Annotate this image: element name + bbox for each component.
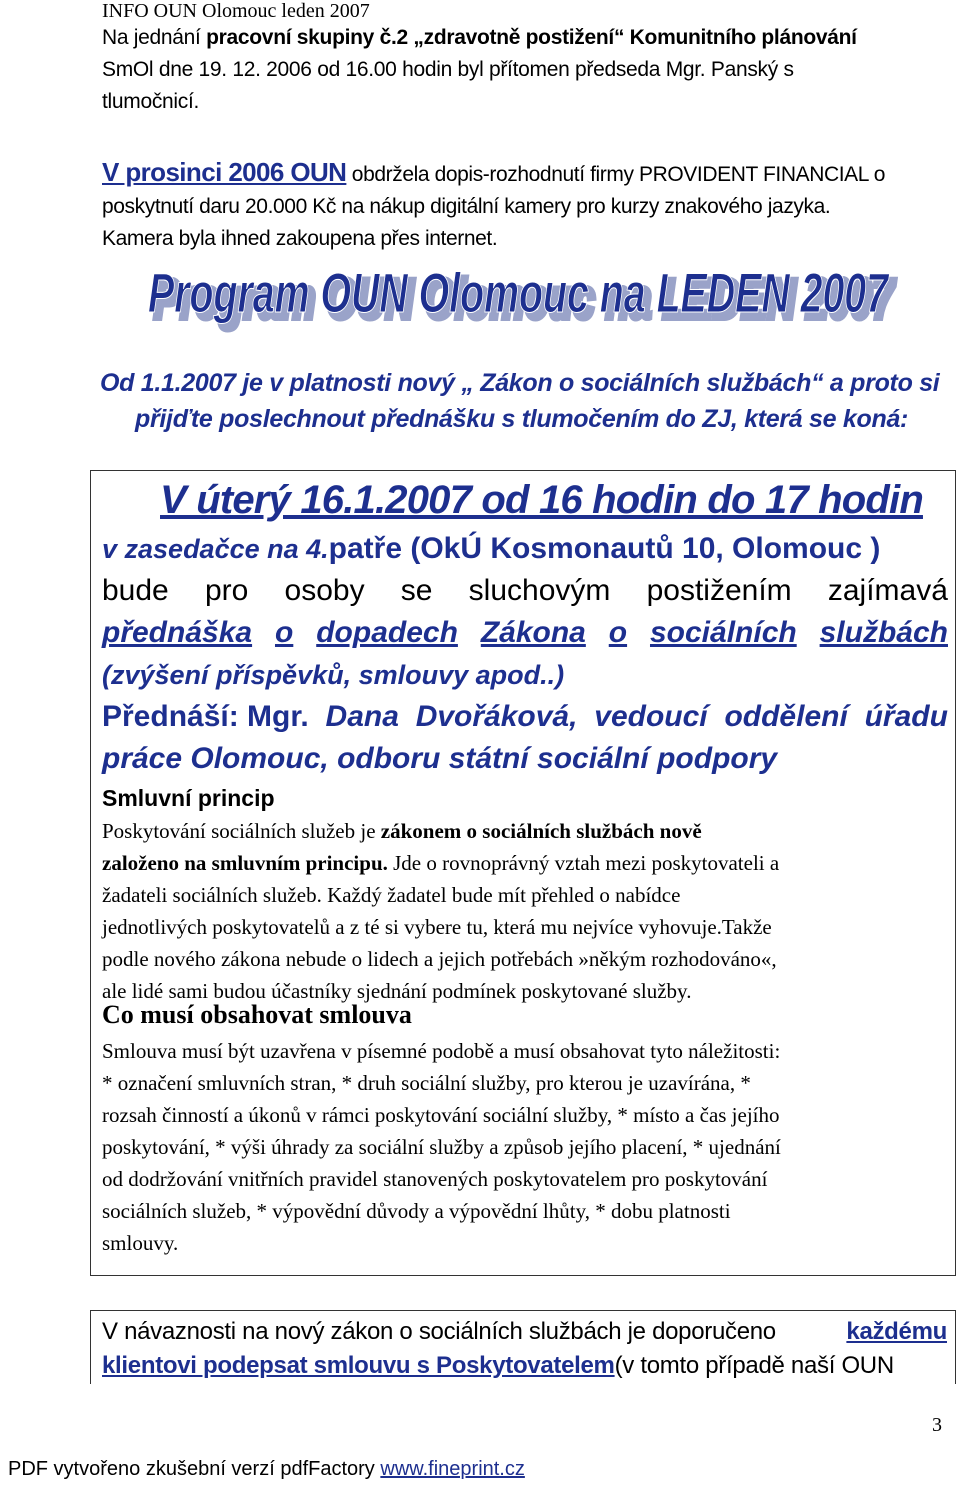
event-audience xyxy=(102,570,948,612)
text-run-bold: založeno na smluvním principu. xyxy=(102,851,388,875)
topic-detail-text: (zvýšení příspěvků, smlouvy apod..) xyxy=(102,660,565,690)
recommendation-line-2 xyxy=(102,1349,947,1383)
banner-shadow: Program OUN Olomouc na LEDEN 2007 xyxy=(154,267,897,330)
event-topic xyxy=(102,612,948,654)
place-room: v zasedačce na 4. xyxy=(102,534,329,564)
footer-text: PDF vytvořeno zkušební verzí pdfFactory xyxy=(8,1458,381,1480)
text-run: obdržela dopis-rozhodnutí firmy PROVIDENT FINANCIAL o xyxy=(346,163,885,186)
meeting-line-2: SmOl dne 19. 12. 2006 od 16.00 hodin byl přítomen předseda Mgr. Panský s xyxy=(102,58,794,81)
topic-word: službách xyxy=(819,616,948,649)
text-run: V návaznosti na nový zákon o sociálních službách je doporučeno xyxy=(102,1318,776,1345)
audience-word: postižením xyxy=(646,574,792,607)
fineprint-link[interactable]: www.fineprint.cz xyxy=(380,1458,525,1480)
smluvni-text xyxy=(102,815,947,1007)
smlouva-heading: Co musí obsahovat smlouva xyxy=(102,1000,412,1029)
text-run: Poskytování sociálních služeb je xyxy=(102,819,381,843)
kazdemu-link[interactable]: každému xyxy=(846,1318,947,1345)
audience-word: bude xyxy=(102,574,169,607)
donation-line-2: poskytnutí daru 20.000 Kč na nákup digitální kamery pro kurzy znakového jazyka. xyxy=(102,195,831,218)
smlouva-line: od dodržování vnitřních pravidel stanovených poskytovatelem pro poskytování xyxy=(102,1167,768,1191)
text-run: (v tomto případě naší OUN xyxy=(614,1352,894,1379)
text-run: Na jednání xyxy=(102,26,207,49)
smlouva-line: rozsah činností a úkonů v rámci poskytování sociální služby, * místo a čas jejího xyxy=(102,1103,780,1127)
event-date: V úterý 16.1.2007 od 16 hodin do 17 hodin xyxy=(160,478,923,522)
donation-paragraph xyxy=(102,156,885,255)
event-place xyxy=(102,528,948,570)
meeting-line-1 xyxy=(102,22,857,54)
audience-word: se xyxy=(400,574,433,607)
program-banner xyxy=(140,252,920,342)
smluvni-line: ale lidé sami budou účastníky sjednání podmínek poskytované služby. xyxy=(102,979,692,1003)
smluvni-line xyxy=(102,847,947,879)
donation-line-3: Kamera byla ihned zakoupena přes internet. xyxy=(102,227,498,250)
audience-word: osoby xyxy=(284,574,365,607)
smluvni-line xyxy=(102,815,947,847)
audience-word: zajímavá xyxy=(827,574,948,607)
intro-paragraph xyxy=(100,365,939,437)
smlouva-link[interactable]: klientovi podepsat smlouvu s Poskytovatelem xyxy=(102,1352,615,1379)
event-speaker-line-2 xyxy=(102,738,948,780)
event-speaker xyxy=(102,696,948,738)
text-run-bold: zákonem o sociálních službách nově xyxy=(380,819,702,843)
donation-lead: V prosinci 2006 OUN xyxy=(102,157,347,187)
speaker-dept: práce Olomouc, odboru státní sociální podpory xyxy=(102,742,778,775)
running-header: INFO OUN Olomouc leden 2007 xyxy=(102,0,370,22)
text-run: Jde o rovnoprávný vztah mezi poskytovateli a xyxy=(387,851,780,875)
place-address: patře (OkÚ Kosmonautů 10, Olomouc ) xyxy=(328,532,881,565)
meeting-paragraph xyxy=(102,22,857,118)
smluvni-line: žadateli sociálních služeb. Každý žadatel bude mít přehled o nabídce xyxy=(102,883,681,907)
meeting-line-3: tlumočnicí. xyxy=(102,90,200,113)
topic-word: přednáška xyxy=(102,616,253,649)
smluvni-heading: Smluvní princip xyxy=(102,785,275,811)
event-details xyxy=(102,528,948,780)
donation-line-1 xyxy=(102,156,885,191)
topic-word: o xyxy=(608,616,628,649)
recommendation-line-1 xyxy=(102,1315,947,1349)
speaker-word: oddělení xyxy=(724,700,848,733)
smlouva-text xyxy=(102,1035,947,1259)
topic-word: Zákona xyxy=(480,616,586,649)
recommendation-text xyxy=(102,1315,947,1383)
smluvni-line: podle nového zákona nebude o lidech a jejich potřebách »někým rozhodováno«, xyxy=(102,947,777,971)
text-run-bold: č.2 „zdravotně postižení“ Komunitního plánování xyxy=(379,26,857,49)
topic-word: dopadech xyxy=(316,616,458,649)
topic-word: o xyxy=(274,616,294,649)
smlouva-line: sociálních služeb, * výpovědní důvody a výpovědní lhůty, * dobu platnosti xyxy=(102,1199,731,1223)
pdf-footer xyxy=(8,1458,525,1481)
smlouva-line: Smlouva musí být uzavřena v písemné podobě a musí obsahovat tyto náležitosti: xyxy=(102,1039,781,1063)
smlouva-line: poskytování, * výši úhrady za sociální služby a způsob jejího placení, * ujednání xyxy=(102,1135,781,1159)
audience-word: sluchovým xyxy=(468,574,611,607)
banner-text: Program OUN Olomouc na LEDEN 2007 xyxy=(148,261,891,324)
smlouva-line: * označení smluvních stran, * druh sociální služby, pro kterou je uzavírána, * xyxy=(102,1071,751,1095)
text-run-bold: pracovní skupiny xyxy=(206,26,375,49)
intro-line-1: Od 1.1.2007 je v platnosti nový „ Zákon o sociálních službách“ a proto si xyxy=(100,369,940,397)
smlouva-line: smlouvy. xyxy=(102,1231,179,1255)
speaker-label: Přednáší: Mgr. xyxy=(102,700,309,733)
topic-word: sociálních xyxy=(649,616,797,649)
speaker-word: vedoucí xyxy=(594,700,708,733)
event-topic-detail xyxy=(102,654,948,696)
intro-line-2: přijďte poslechnout přednášku s tlumočením do ZJ, která se koná: xyxy=(135,405,909,433)
speaker-word: Dvořáková, xyxy=(415,700,578,733)
page-number: 3 xyxy=(932,1414,942,1436)
speaker-word: úřadu xyxy=(864,700,948,733)
smluvni-line: jednotlivých poskytovatelů a z té si vybere tu, která mu nejvíce vyhovuje.Takže xyxy=(102,915,772,939)
audience-word: pro xyxy=(204,574,249,607)
speaker-word: Dana xyxy=(325,700,399,733)
